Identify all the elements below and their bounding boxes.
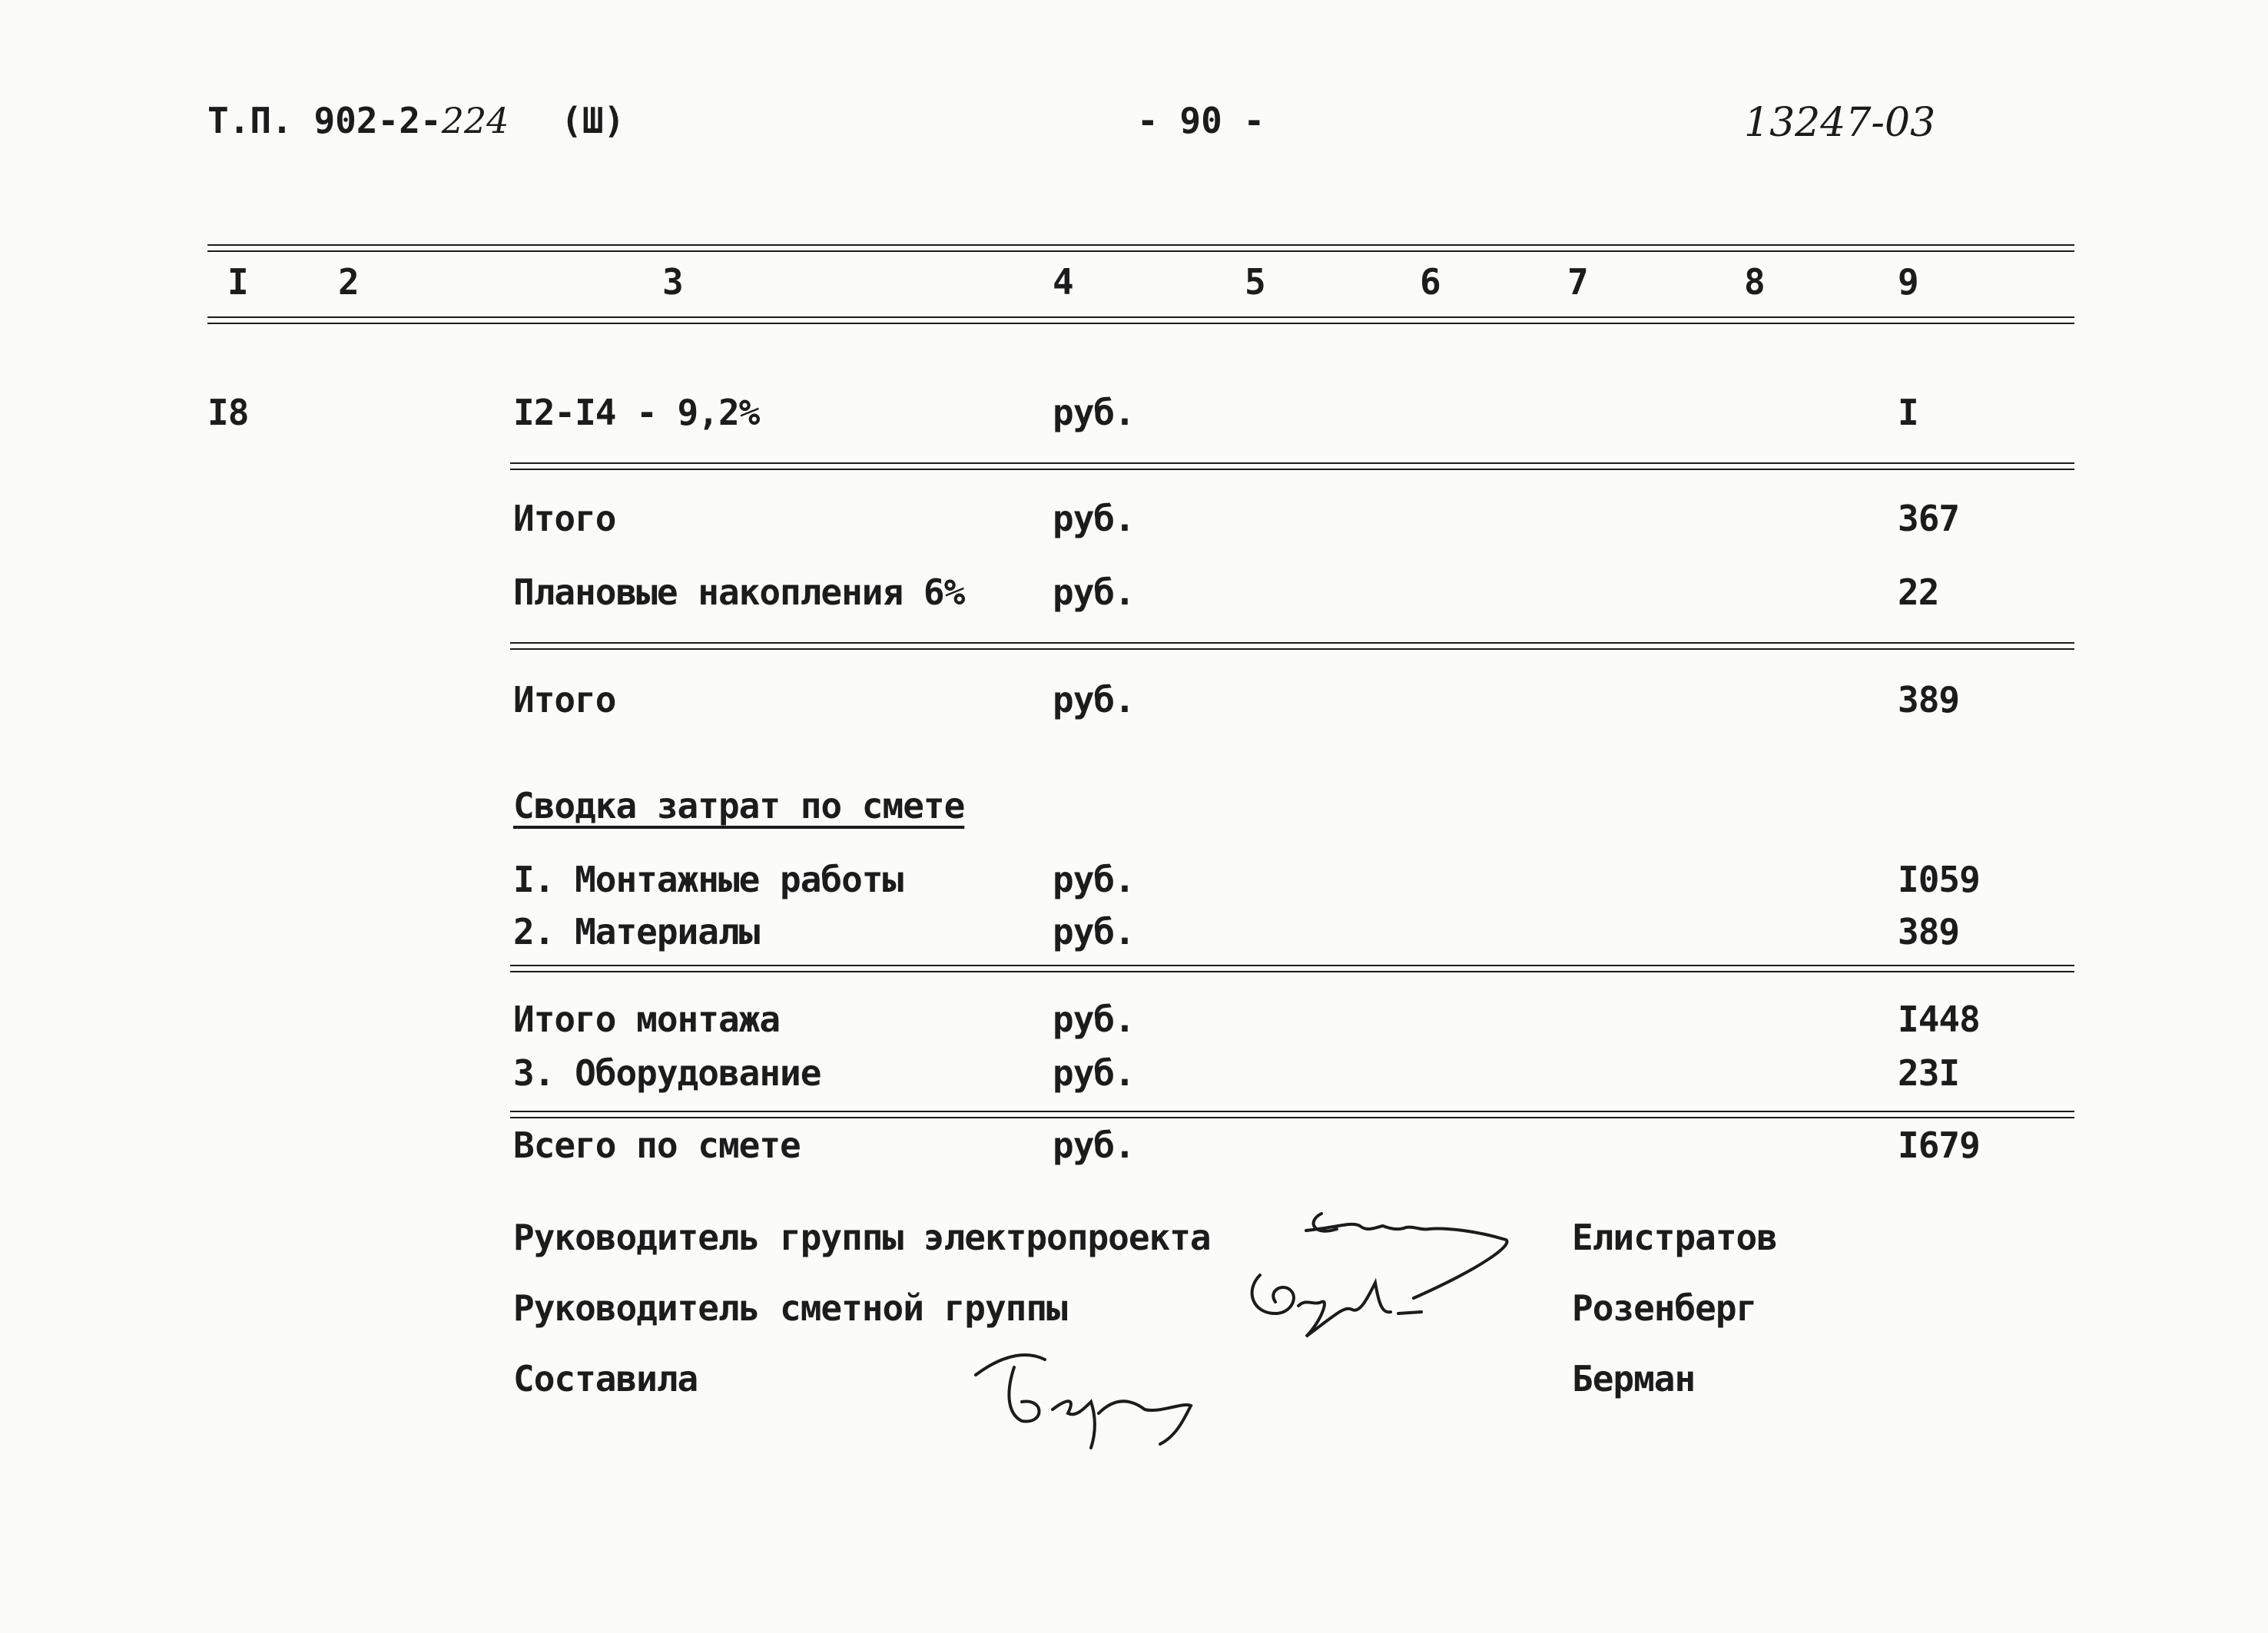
handwritten-signature-3 — [960, 1337, 1206, 1452]
row-value: 23I — [1898, 1052, 1960, 1094]
row-value: 22 — [1898, 571, 1939, 613]
subtotal-rule — [510, 965, 2074, 972]
handwritten-signature-2 — [1237, 1260, 1437, 1352]
row-value: 367 — [1898, 498, 1960, 539]
row-unit: руб. — [1053, 911, 1135, 952]
row-unit: руб. — [1053, 1125, 1135, 1166]
document-code — [207, 100, 625, 141]
column-header: 4 — [1053, 261, 1074, 303]
column-header: 2 — [338, 261, 360, 303]
row-unit: руб. — [1053, 392, 1135, 433]
column-header: 5 — [1245, 261, 1266, 303]
column-header: 6 — [1420, 261, 1441, 303]
row-name: I2-I4 - 9,2% — [513, 392, 760, 433]
row-number: I8 — [207, 392, 249, 433]
row-name: Всего по смете — [513, 1125, 801, 1166]
row-value: I — [1898, 392, 1918, 433]
signature-name: Берман — [1572, 1358, 1696, 1399]
table-top-rule — [207, 244, 2074, 252]
row-name: 3. Оборудование — [513, 1052, 821, 1094]
signature-role: Составила — [513, 1358, 698, 1399]
row-name: Итого — [513, 679, 616, 720]
signature-name: Елистратов — [1572, 1217, 1777, 1258]
signature-name: Розенберг — [1572, 1287, 1757, 1329]
column-header-bottom-rule — [207, 316, 2074, 324]
summary-heading: Сводка затрат по смете — [513, 785, 965, 826]
subtotal-rule — [510, 462, 2074, 470]
row-value: 389 — [1898, 679, 1960, 720]
row-unit: руб. — [1053, 859, 1135, 900]
column-header: 9 — [1898, 261, 1919, 303]
column-header: I — [227, 261, 249, 303]
page-number: - 90 - — [1137, 100, 1265, 141]
row-name: Итого монтажа — [513, 999, 781, 1040]
row-value: I679 — [1898, 1125, 1980, 1166]
column-header: 8 — [1744, 261, 1766, 303]
document-code-handwritten: 224 — [441, 100, 509, 141]
row-unit: руб. — [1053, 999, 1135, 1040]
row-name: Итого — [513, 498, 616, 539]
archive-number: 13247-03 — [1744, 100, 1936, 146]
document-code-prefix: Т.П. 902-2- — [207, 100, 442, 141]
signature-role: Руководитель группы электропроекта — [513, 1217, 1211, 1258]
row-unit: руб. — [1053, 1052, 1135, 1094]
document-code-suffix: (Ш) — [561, 100, 625, 141]
row-unit: руб. — [1053, 498, 1135, 539]
row-name: I. Монтажные работы — [513, 859, 904, 900]
row-unit: руб. — [1053, 679, 1135, 720]
signature-role: Руководитель сметной группы — [513, 1287, 1067, 1329]
row-value: 389 — [1898, 911, 1960, 952]
row-value: I059 — [1898, 859, 1980, 900]
total-rule — [510, 1111, 2074, 1118]
row-name: 2. Материалы — [513, 911, 760, 952]
column-header: 7 — [1567, 261, 1589, 303]
row-unit: руб. — [1053, 571, 1135, 613]
row-value: I448 — [1898, 999, 1980, 1040]
subtotal-rule — [510, 642, 2074, 650]
row-name: Плановые накопления 6% — [513, 571, 965, 613]
column-header: 3 — [662, 261, 684, 303]
